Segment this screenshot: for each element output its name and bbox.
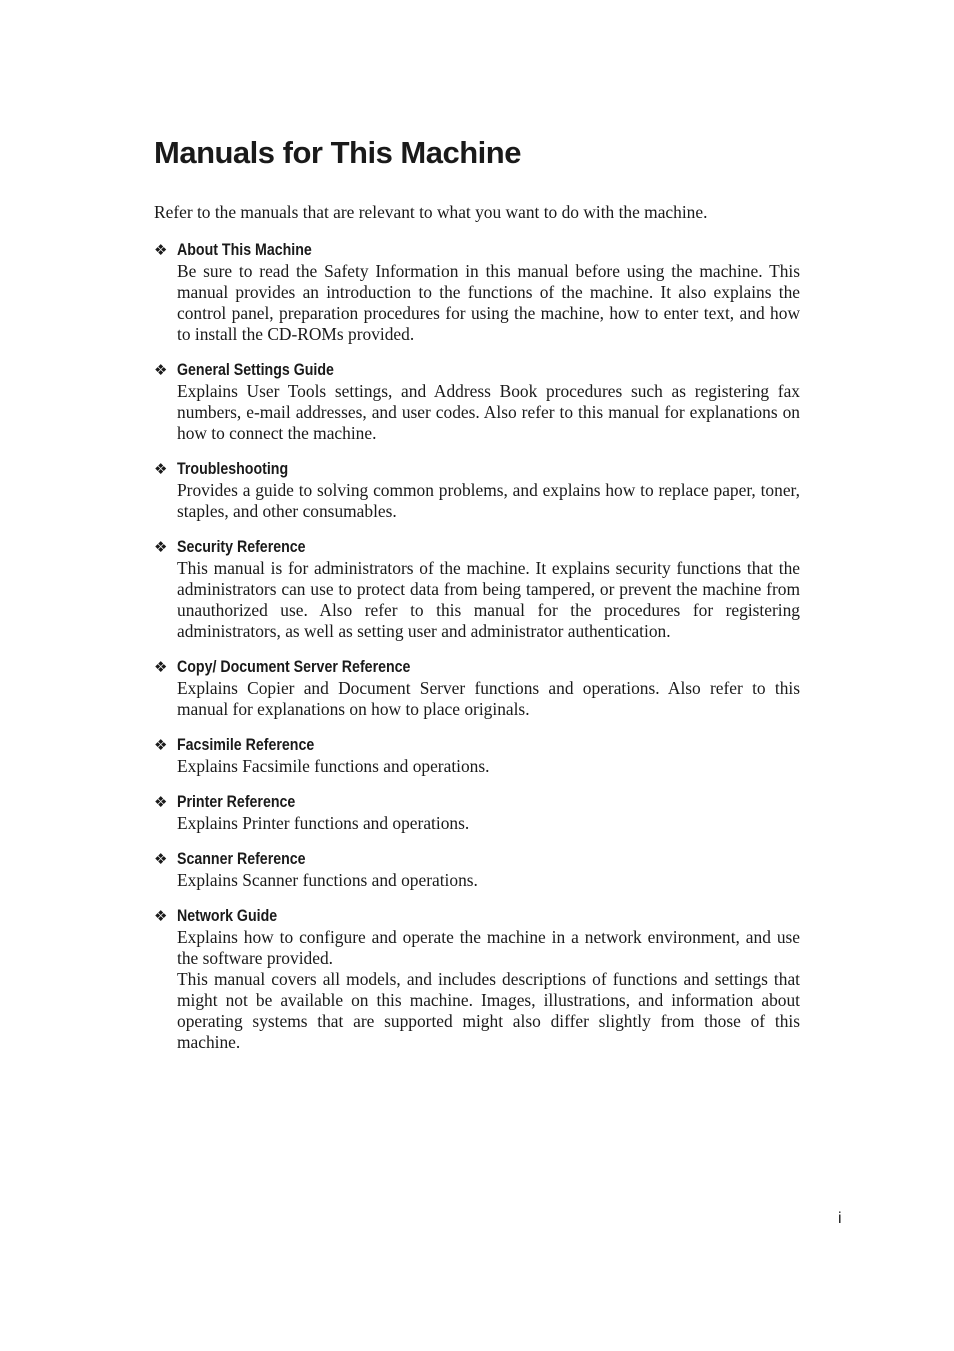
- manual-entry-heading: [154, 849, 800, 870]
- manual-description: [177, 558, 800, 642]
- manual-title: Network Guide: [177, 907, 278, 925]
- manual-entry: [154, 240, 800, 345]
- manual-description: [177, 480, 800, 522]
- manual-description-paragraph: Be sure to read the Safety Information in this manual before using the machine. This manual provides an introduction to the functions of the machine. It also explains the control panel, preparation procedures for using the machine, how to enter text, and how to install the CD-ROMs provided.: [177, 261, 800, 344]
- diamond-bullet-icon: ❖: [154, 538, 168, 556]
- manual-title: Printer Reference: [177, 793, 296, 811]
- manual-description: [177, 678, 800, 720]
- diamond-bullet-icon: ❖: [154, 907, 168, 925]
- manual-title: About This Machine: [177, 241, 312, 259]
- diamond-bullet-icon: ❖: [154, 658, 168, 676]
- manual-entry-heading: [154, 459, 800, 480]
- manual-entry: [154, 360, 800, 444]
- diamond-bullet-icon: ❖: [154, 850, 168, 868]
- diamond-bullet-icon: ❖: [154, 460, 168, 478]
- manual-description-paragraph: Explains how to configure and operate the machine in a network environment, and use the software provided.: [177, 927, 800, 968]
- manual-entry-heading: [154, 792, 800, 813]
- manual-description-paragraph: This manual is for administrators of the machine. It explains security functions that the administrators can use to protect data from being tampered, or prevent the machine from unauthorized use. Also refer to this manual for the procedures for registering administrators, as well as setting user and administrator authentication.: [177, 558, 800, 641]
- manual-entry-heading: [154, 657, 800, 678]
- page-number: i: [838, 1210, 842, 1227]
- manual-entry: [154, 459, 800, 522]
- manual-entry-heading: [154, 906, 800, 927]
- manual-title: Troubleshooting: [177, 460, 289, 478]
- manual-title: General Settings Guide: [177, 361, 334, 379]
- manual-entry: [154, 849, 800, 891]
- manual-entry-heading: [154, 537, 800, 558]
- manual-entry: [154, 657, 800, 720]
- manual-description-paragraph: Explains Scanner functions and operations.: [177, 870, 478, 890]
- manual-description: [177, 813, 800, 834]
- manual-description: [177, 927, 800, 1053]
- manual-description-paragraph: Provides a guide to solving common problems, and explains how to replace paper, toner, staples, and other consumables.: [177, 480, 800, 521]
- manual-description: [177, 870, 800, 891]
- diamond-bullet-icon: ❖: [154, 793, 168, 811]
- manual-description-paragraph: Explains Copier and Document Server functions and operations. Also refer to this manual for explanations on how to place originals.: [177, 678, 800, 719]
- manual-entry: [154, 792, 800, 834]
- diamond-bullet-icon: ❖: [154, 241, 168, 259]
- diamond-bullet-icon: ❖: [154, 736, 168, 754]
- manual-description: [177, 756, 800, 777]
- intro-text: Refer to the manuals that are relevant to what you want to do with the machine.: [154, 202, 708, 222]
- manual-description-paragraph: Explains User Tools settings, and Address Book procedures such as registering fax numbers, e-mail addresses, and user codes. Also refer to this manual for explanations on how to connect the machine.: [177, 381, 800, 443]
- manual-entry: [154, 906, 800, 1053]
- manual-entry-heading: [154, 360, 800, 381]
- manual-entry-heading: [154, 735, 800, 756]
- manual-title: Security Reference: [177, 538, 306, 556]
- manual-entry-heading: [154, 240, 800, 261]
- page-title: Manuals for This Machine: [154, 135, 521, 170]
- manual-description: [177, 381, 800, 444]
- manual-description: [177, 261, 800, 345]
- manual-title: Copy/ Document Server Reference: [177, 658, 411, 676]
- manual-description-paragraph: Explains Facsimile functions and operations.: [177, 756, 490, 776]
- manual-entry: [154, 735, 800, 777]
- diamond-bullet-icon: ❖: [154, 361, 168, 379]
- manual-entry: [154, 537, 800, 642]
- manual-description-paragraph: This manual covers all models, and includes descriptions of functions and settings that might not be available on this machine. Images, illustrations, and information about operating systems that are supported might also differ slightly from those of this machine.: [177, 969, 800, 1052]
- manual-title: Scanner Reference: [177, 850, 306, 868]
- manual-description-paragraph: Explains Printer functions and operations.: [177, 813, 470, 833]
- manual-title: Facsimile Reference: [177, 736, 315, 754]
- manual-list: [154, 240, 800, 1068]
